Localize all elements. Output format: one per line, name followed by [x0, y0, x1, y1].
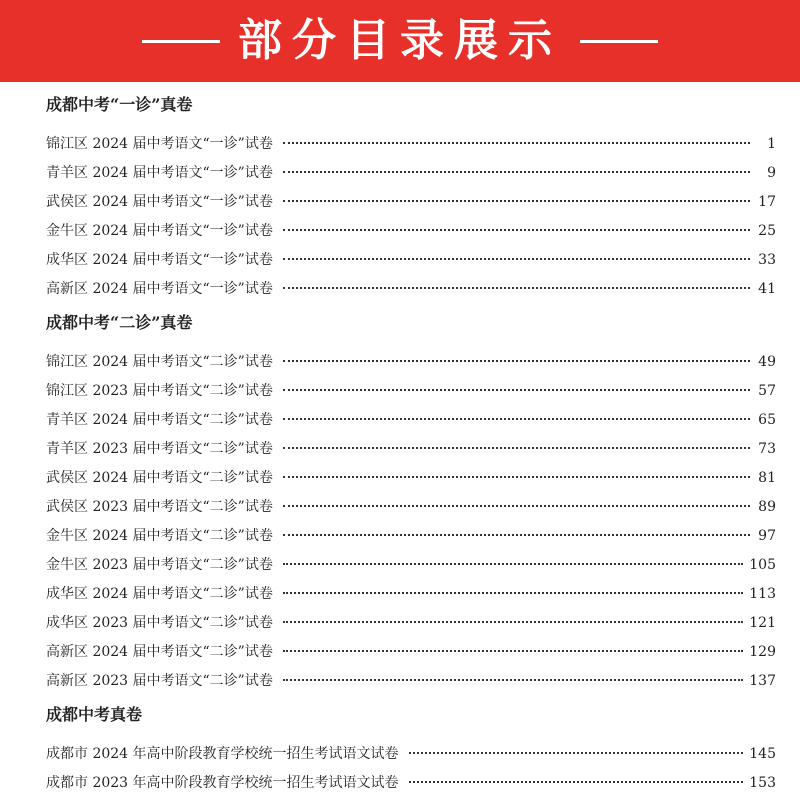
entry-page-number: 9 — [767, 165, 776, 181]
dot-leader — [283, 257, 750, 260]
banner-title: 部分目录展示 — [238, 15, 562, 66]
toc-entry — [46, 435, 776, 464]
dot-leader — [283, 620, 743, 623]
dot-leader — [283, 475, 750, 478]
entry-page-number: 17 — [758, 194, 776, 210]
banner — [0, 0, 800, 82]
entry-label: 青羊区 2024 届中考语文“二诊”试卷 — [46, 412, 273, 428]
toc-entry — [46, 769, 776, 798]
dot-leader — [283, 359, 750, 362]
dot-leader — [283, 286, 750, 289]
toc-entry — [46, 275, 776, 304]
entry-label: 武侯区 2023 届中考语文“二诊”试卷 — [46, 499, 273, 515]
dot-leader — [283, 504, 750, 507]
entry-page-number: 113 — [749, 586, 776, 602]
toc-entry — [46, 348, 776, 377]
entry-page-number: 89 — [758, 499, 776, 515]
entry-label: 金牛区 2023 届中考语文“二诊”试卷 — [46, 557, 273, 573]
table-of-contents — [46, 90, 776, 798]
dot-leader — [283, 591, 743, 594]
entry-label: 成都市 2023 年高中阶段教育学校统一招生考试语文试卷 — [46, 775, 399, 791]
entry-page-number: 137 — [749, 673, 776, 689]
toc-entry — [46, 188, 776, 217]
toc-entry — [46, 377, 776, 406]
toc-entry — [46, 246, 776, 275]
entry-page-number: 49 — [758, 354, 776, 370]
dot-leader — [283, 199, 750, 202]
banner-right-rule — [580, 40, 658, 43]
dot-leader — [283, 417, 750, 420]
toc-section — [46, 90, 776, 304]
entry-label: 武侯区 2024 届中考语文“二诊”试卷 — [46, 470, 273, 486]
toc-entry — [46, 638, 776, 667]
entry-page-number: 129 — [749, 644, 776, 660]
toc-entry — [46, 667, 776, 696]
entry-label: 高新区 2023 届中考语文“二诊”试卷 — [46, 673, 273, 689]
entry-page-number: 145 — [749, 746, 776, 762]
section-title: 成都中考真卷 — [46, 705, 143, 724]
entry-label: 成都市 2024 年高中阶段教育学校统一招生考试语文试卷 — [46, 746, 399, 762]
dot-leader — [283, 562, 743, 565]
toc-entry — [46, 464, 776, 493]
entry-page-number: 33 — [758, 252, 776, 268]
entry-page-number: 1 — [767, 136, 776, 152]
dot-leader — [283, 141, 750, 144]
entry-page-number: 73 — [758, 441, 776, 457]
toc-entry — [46, 551, 776, 580]
section-spacer — [46, 730, 776, 740]
entry-page-number: 57 — [758, 383, 776, 399]
entry-label: 武侯区 2024 届中考语文“一诊”试卷 — [46, 194, 273, 210]
section-spacer — [46, 338, 776, 348]
toc-entry — [46, 609, 776, 638]
toc-entry — [46, 159, 776, 188]
entry-label: 成华区 2023 届中考语文“二诊”试卷 — [46, 615, 273, 631]
dot-leader — [409, 780, 744, 783]
dot-leader — [283, 678, 743, 681]
entry-label: 锦江区 2024 届中考语文“二诊”试卷 — [46, 354, 273, 370]
entry-page-number: 41 — [758, 281, 776, 297]
section-title: 成都中考“二诊”真卷 — [46, 313, 193, 332]
entry-page-number: 153 — [749, 775, 776, 791]
entry-label: 金牛区 2024 届中考语文“二诊”试卷 — [46, 528, 273, 544]
dot-leader — [283, 649, 743, 652]
entry-label: 成华区 2024 届中考语文“二诊”试卷 — [46, 586, 273, 602]
section-spacer — [46, 120, 776, 130]
entry-label: 青羊区 2023 届中考语文“二诊”试卷 — [46, 441, 273, 457]
entry-page-number: 121 — [749, 615, 776, 631]
dot-leader — [283, 170, 750, 173]
dot-leader — [283, 446, 750, 449]
entry-label: 锦江区 2024 届中考语文“一诊”试卷 — [46, 136, 273, 152]
banner-left-rule — [142, 40, 220, 43]
dot-leader — [283, 388, 750, 391]
entry-label: 锦江区 2023 届中考语文“二诊”试卷 — [46, 383, 273, 399]
entry-page-number: 65 — [758, 412, 776, 428]
dot-leader — [283, 228, 750, 231]
entry-label: 青羊区 2024 届中考语文“一诊”试卷 — [46, 165, 273, 181]
entry-label: 高新区 2024 届中考语文“一诊”试卷 — [46, 281, 273, 297]
section-title: 成都中考“一诊”真卷 — [46, 95, 193, 114]
toc-section — [46, 700, 776, 798]
toc-entry — [46, 406, 776, 435]
toc-entry — [46, 740, 776, 769]
toc-entry — [46, 522, 776, 551]
entry-page-number: 97 — [758, 528, 776, 544]
dot-leader — [283, 533, 750, 536]
toc-entry — [46, 130, 776, 159]
entry-label: 高新区 2024 届中考语文“二诊”试卷 — [46, 644, 273, 660]
toc-entry — [46, 217, 776, 246]
entry-page-number: 25 — [758, 223, 776, 239]
entry-page-number: 105 — [749, 557, 776, 573]
entry-label: 成华区 2024 届中考语文“一诊”试卷 — [46, 252, 273, 268]
dot-leader — [409, 751, 744, 754]
toc-section — [46, 308, 776, 696]
toc-entry — [46, 580, 776, 609]
toc-entry — [46, 493, 776, 522]
entry-page-number: 81 — [758, 470, 776, 486]
entry-label: 金牛区 2024 届中考语文“一诊”试卷 — [46, 223, 273, 239]
